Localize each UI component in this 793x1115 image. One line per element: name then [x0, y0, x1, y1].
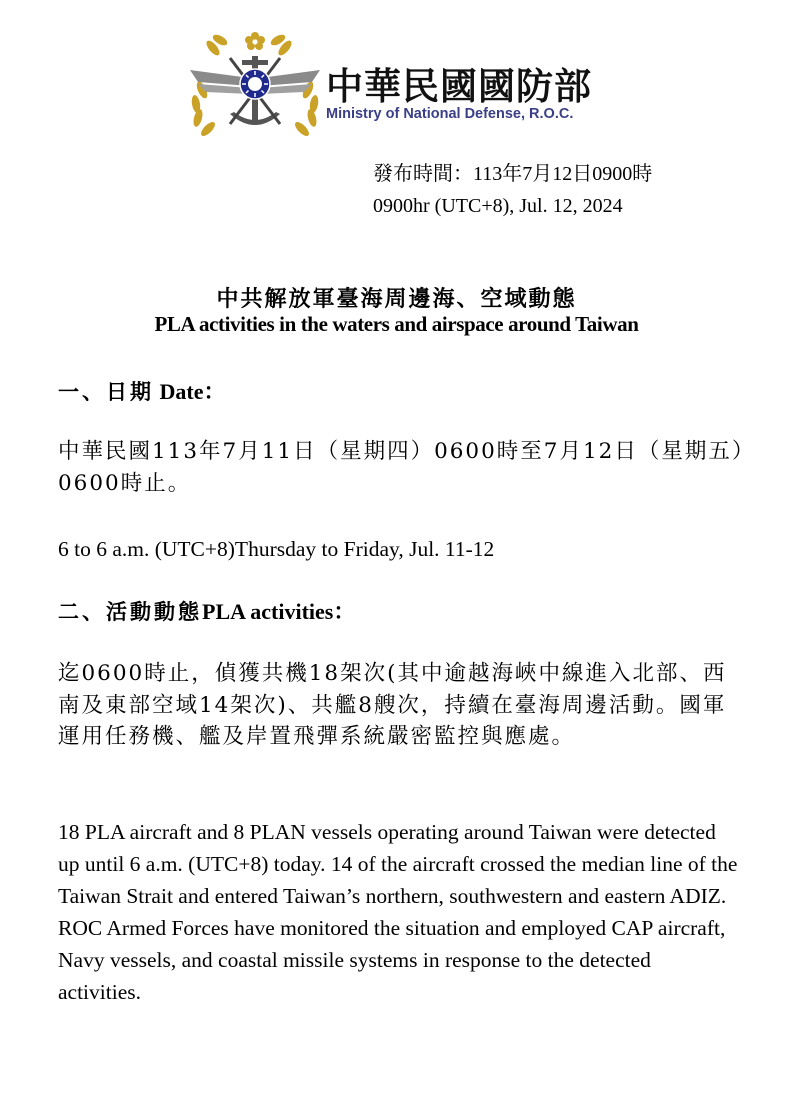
org-name-en: Ministry of National Defense, R.O.C. [326, 106, 574, 122]
page-title-zh: 中共解放軍臺海周邊海、空域動態 [216, 286, 577, 312]
section-date-heading-en: Date： [154, 379, 226, 404]
section-activities-heading-zh: 二、活動動態 [58, 599, 202, 624]
section-date-heading-zh: 一、日期 [58, 379, 154, 404]
release-time-en: 0900hr (UTC+8), Jul. 12, 2024 [373, 195, 623, 217]
page-title-en: PLA activities in the waters and airspace around Taiwan [154, 312, 639, 336]
date-body-en: 6 to 6 a.m. (UTC+8)Thursday to Friday, Jul. 11-12 [58, 537, 495, 561]
section-activities-heading [58, 595, 355, 626]
section-activities-heading-en: PLA activities： [202, 599, 356, 624]
org-name-zh: 中華民國國防部 [326, 65, 592, 108]
release-time-zh: 發布時間：113年7月12日0900時 [373, 163, 653, 185]
activities-body-en: 18 PLA aircraft and 8 PLAN vessels operating around Taiwan were detected up until 6 a.m. (UTC+8) today. 14 of the aircraft crossed the median line of the Taiwan Strait and entered Taiwan’s northern, southwestern and eastern ADIZ. ROC Armed Forces have monitored the situation and employed CAP aircraft, Navy vessels, and coastal missile systems in response to the detected activities. [58, 820, 738, 1004]
section-date-heading [58, 375, 225, 406]
release-time [373, 158, 652, 222]
mnd-emblem-icon [180, 28, 330, 140]
date-body-zh: 中華民國113年7月11日（星期四）0600時至7月12日（星期五）0600時止。 [58, 439, 745, 496]
activities-body-zh: 迄0600時止，偵獲共機18架次(其中逾越海峽中線進入北部、西南及東部空域14架次)、共艦8艘次，持續在臺海周邊活動。國軍運用任務機、艦及岸置飛彈系統嚴密監控與應處。 [58, 661, 727, 749]
header [180, 28, 640, 143]
